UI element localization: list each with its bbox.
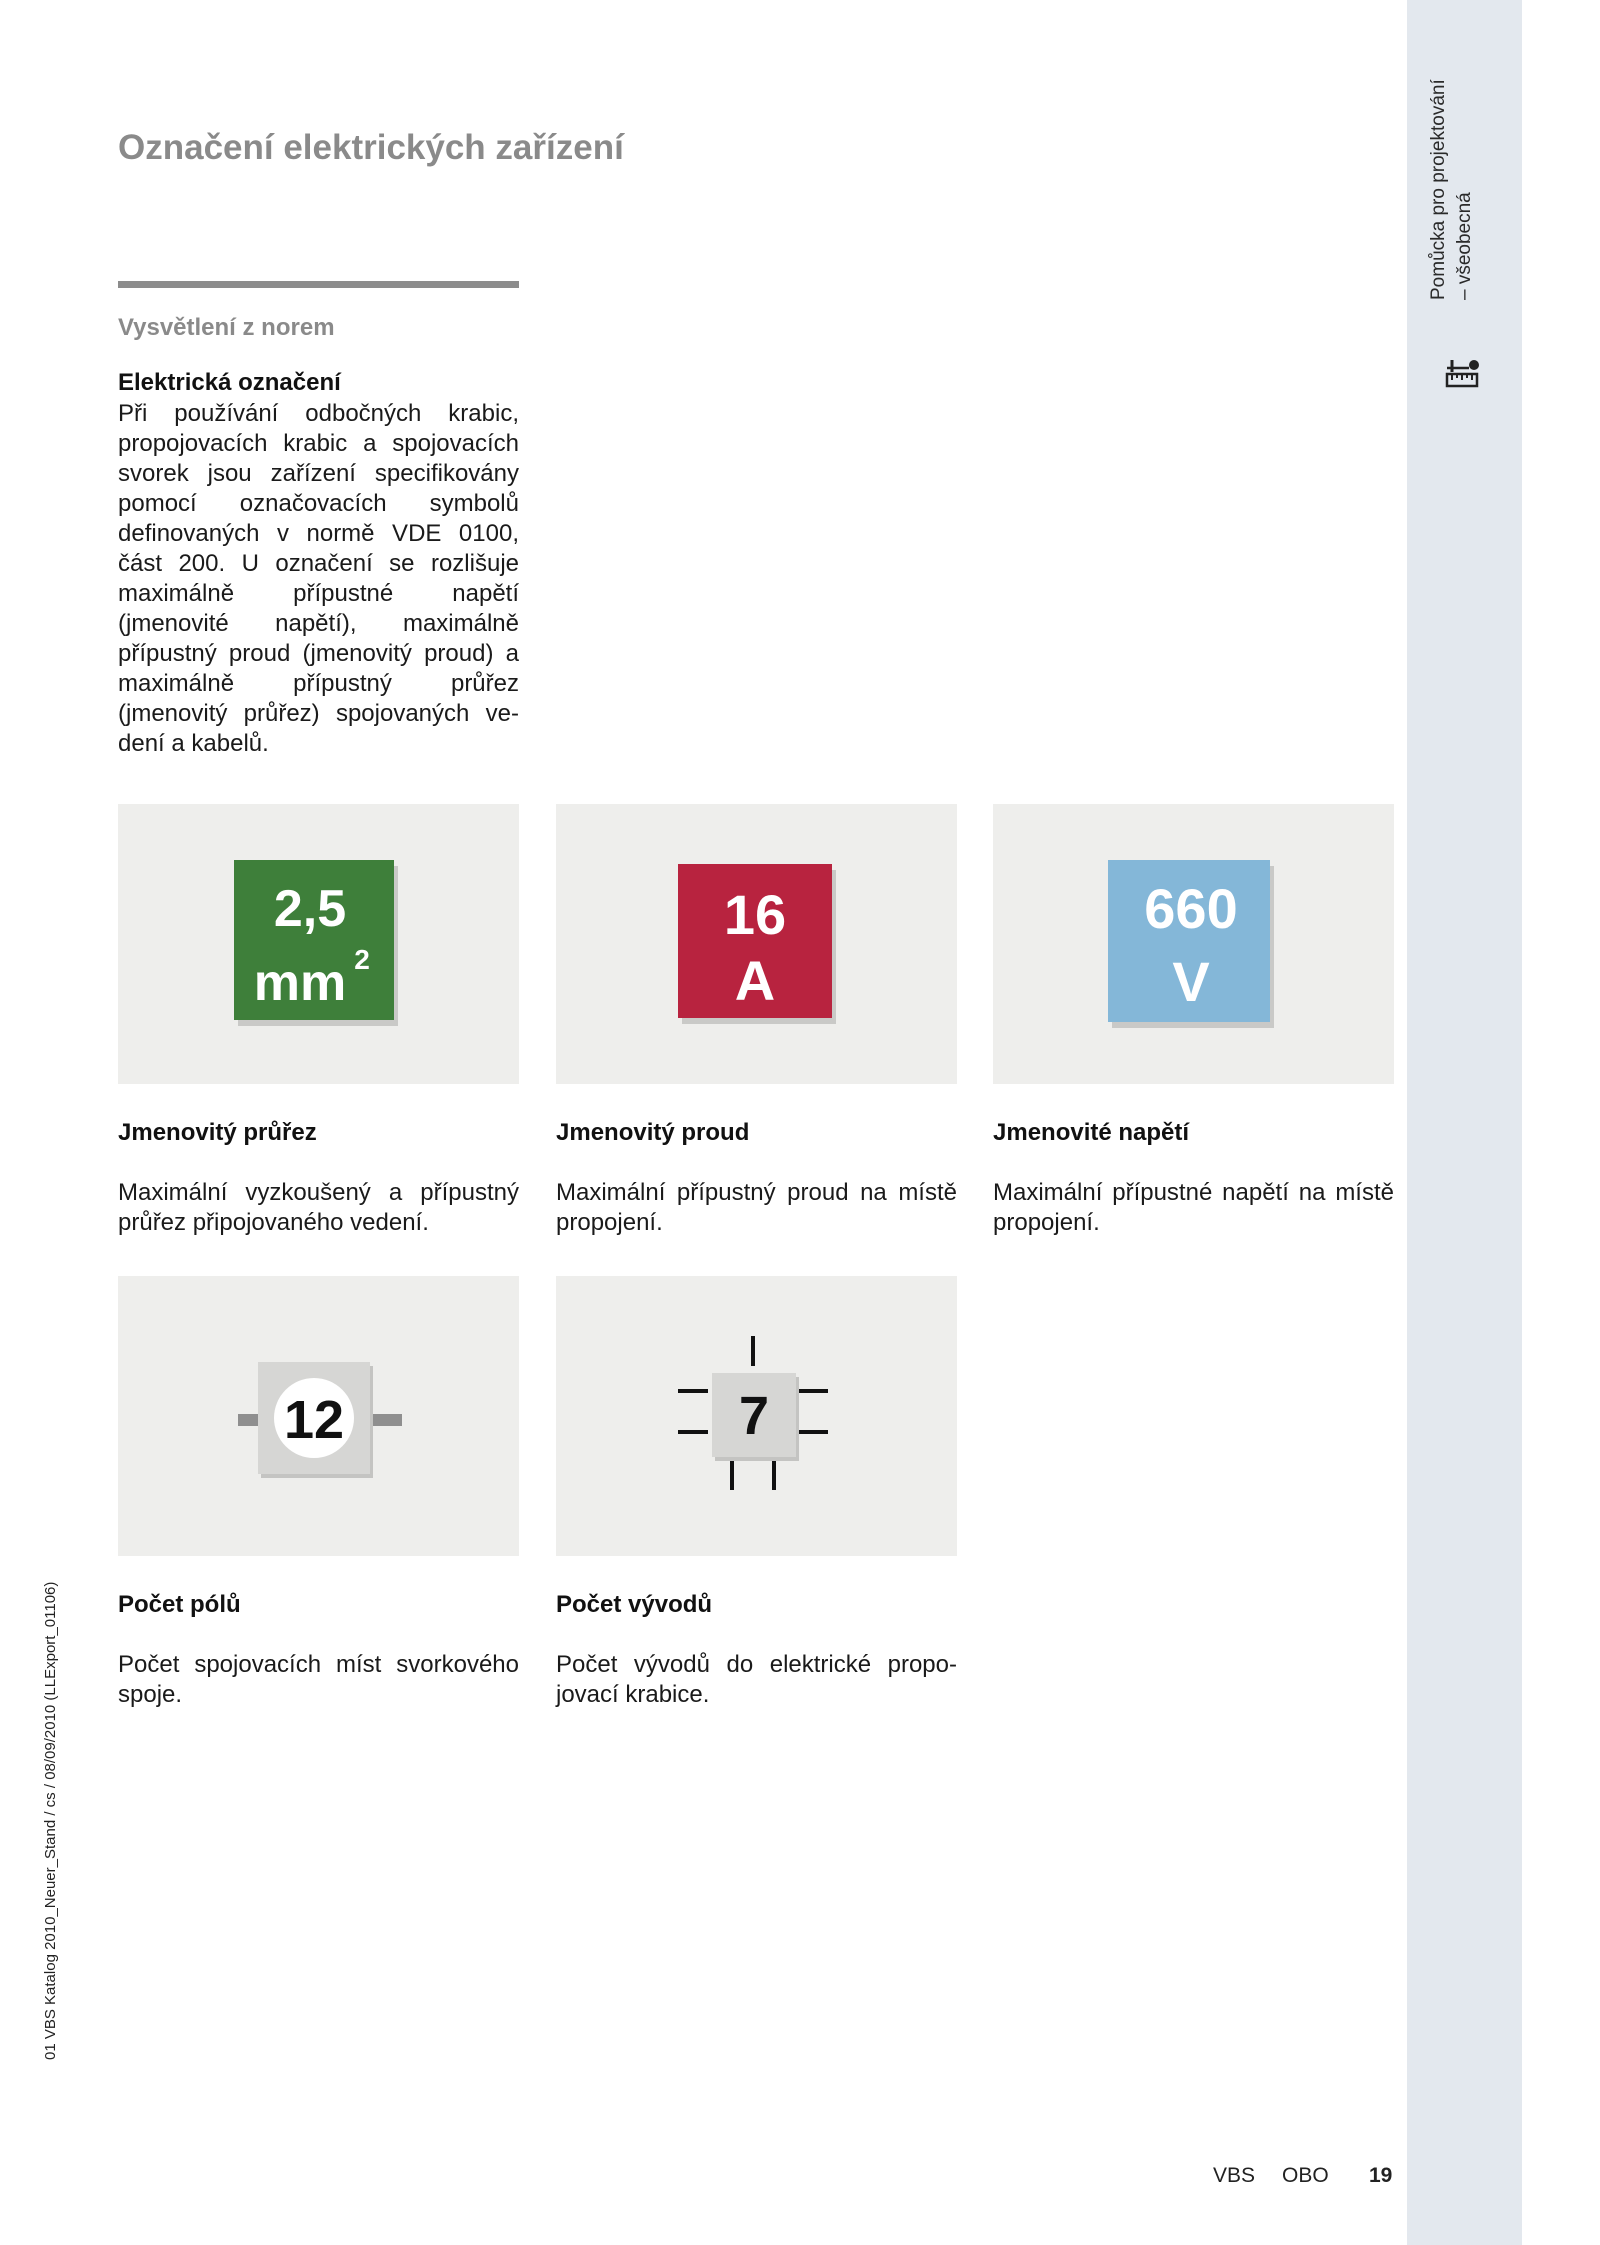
card-body-voltage: Maximální přípustné napětí na místě propojení. (993, 1179, 1394, 1236)
outlets-value: 7 (738, 1386, 770, 1446)
section-label: Vysvětlení z norem (118, 314, 335, 341)
card-heading-poles: Počet pólů (118, 1591, 241, 1618)
sidebar-line-1: Pomůcka pro projektování (1428, 79, 1449, 300)
poles-value: 12 (283, 1390, 345, 1450)
card-heading-current: Jmenovitý proud (556, 1119, 750, 1146)
card-body-current: Maximální přípustný proud na místě propojení. (556, 1179, 957, 1236)
sidebar-section-label (1426, 79, 1478, 300)
current-symbol-tile (556, 804, 957, 1084)
footer-brand-obo: OBO (1282, 2164, 1329, 2187)
voltage-symbol-tile (993, 804, 1394, 1084)
intro-body: Při používání odbočných krabic, propojovacích krabic a spojovacích svorek jsou zařízení specifikovány pomocí označovacích symbolů definovaných v normě VDE 0100, část 200. U označení se rozlišuje maximálně přípustné napětí (jmenovité napětí), maximálně přípustný proud (jmenovitý proud) a maximálně přípustný průřez (jmenovitý průřez) spojovaných vedení a kabelů. (118, 400, 519, 757)
cross-section-value: 2,5 (273, 880, 347, 938)
intro-heading: Elektrická označení (118, 369, 341, 396)
card-heading-outlets: Počet vývodů (556, 1591, 713, 1618)
voltage-value: 660 (1144, 877, 1238, 940)
card-heading-cross-section: Jmenovitý průřez (118, 1119, 317, 1146)
voltage-unit: V (1172, 950, 1210, 1013)
footer-brand-vbs: VBS (1213, 2164, 1256, 2187)
card-body-poles: Počet spojovacích míst svorkového spoje. (118, 1651, 519, 1708)
current-value: 16 (723, 883, 787, 946)
current-unit: A (734, 949, 776, 1012)
cross-section-unit-exponent: 2 (354, 944, 370, 975)
card-heading-voltage: Jmenovité napětí (993, 1119, 1190, 1146)
page-title: Označení elektrických zařízení (118, 128, 624, 167)
cross-section-symbol-tile (118, 804, 519, 1084)
outlets-symbol-tile (556, 1276, 957, 1556)
poles-symbol-tile (118, 1276, 519, 1556)
card-body-cross-section: Maximální vyzkoušený a přípustný průřez připojovaného vedení. (118, 1179, 519, 1236)
title-rule (118, 281, 519, 288)
cross-section-unit: mm (253, 954, 347, 1012)
right-sidebar (1407, 0, 1522, 2245)
sidebar-line-2: – všeobecná (1454, 192, 1475, 300)
tools-ruler-icon (1443, 356, 1483, 392)
print-job-note: 01 VBS Katalog 2010_Neuer_Stand / cs / 08/09/2010 (LLExport_01106) (42, 1581, 59, 2060)
card-body-outlets: Počet vývodů do elektrické propojovací krabice. (556, 1651, 957, 1708)
page-number: 19 (1369, 2164, 1393, 2187)
